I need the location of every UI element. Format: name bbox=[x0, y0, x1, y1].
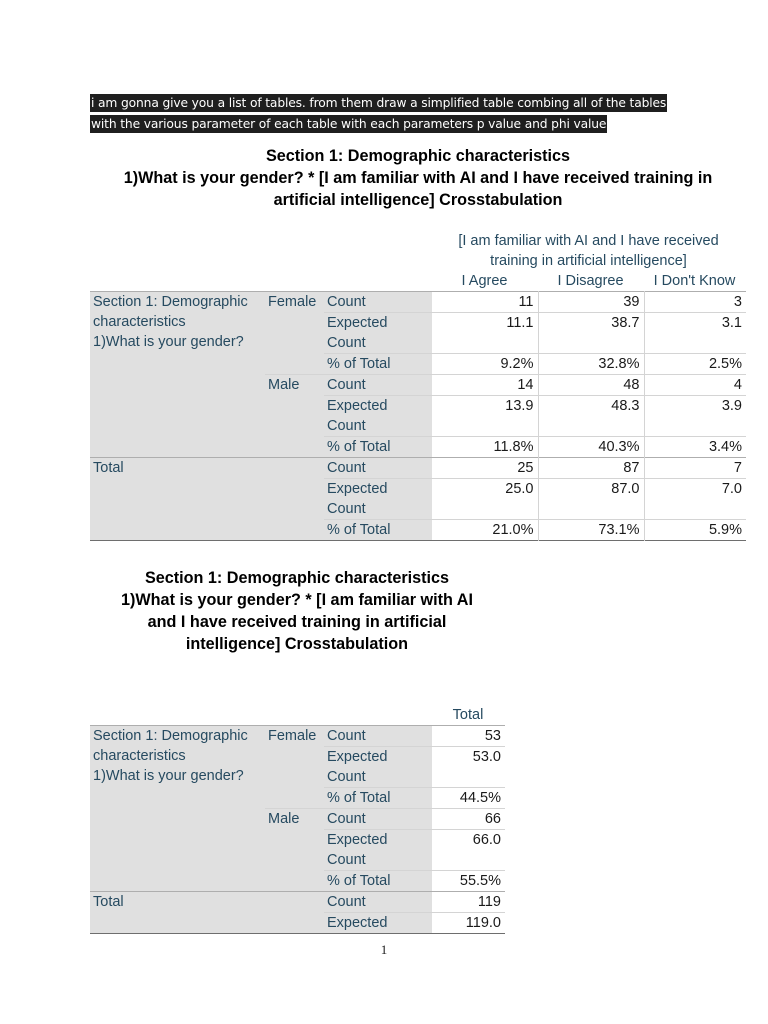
table-cell: 66 bbox=[432, 809, 505, 830]
table-cell: 32.8% bbox=[538, 354, 644, 375]
table-cell: 11 bbox=[432, 292, 538, 313]
table-cell: 39 bbox=[538, 292, 644, 313]
row-group-label bbox=[90, 292, 265, 458]
row-group-label-line2: characteristics bbox=[93, 748, 186, 764]
table-cell: 3 bbox=[644, 292, 746, 313]
crosstab-table-1 bbox=[90, 231, 746, 541]
total-label: Total bbox=[90, 458, 324, 541]
row-group-label-line2: characteristics bbox=[93, 314, 186, 330]
table-cell: 21.0% bbox=[432, 520, 538, 541]
table-cell: 11.1 bbox=[432, 313, 538, 354]
table-cell: 48 bbox=[538, 375, 644, 396]
col-header-total: Total bbox=[452, 707, 484, 723]
table-cell: 44.5% bbox=[432, 788, 505, 809]
table-cell: 53 bbox=[432, 726, 505, 747]
table2-title-line3: and I have received training in artificial bbox=[147, 613, 447, 631]
stat-label-expected: Expected Count bbox=[324, 396, 432, 437]
row-group-label-line3: 1)What is your gender? bbox=[93, 768, 244, 784]
stat-label-count: Count bbox=[324, 892, 432, 913]
prompt-text bbox=[90, 93, 690, 135]
male-label: Male bbox=[265, 375, 324, 458]
table-cell: 5.9% bbox=[644, 520, 746, 541]
table-cell: 25.0 bbox=[432, 479, 538, 520]
table-cell: 9.2% bbox=[432, 354, 538, 375]
table-cell: 87.0 bbox=[538, 479, 644, 520]
table2-title bbox=[92, 567, 502, 655]
stat-label-count: Count bbox=[324, 809, 432, 830]
table-cell: 55.5% bbox=[432, 871, 505, 892]
stat-label-count: Count bbox=[324, 292, 432, 313]
stat-label-expected: Expected Count bbox=[324, 313, 432, 354]
table1-title bbox=[80, 145, 756, 211]
table-cell: 7 bbox=[644, 458, 746, 479]
row-group-label-line3: 1)What is your gender? bbox=[93, 334, 244, 350]
col-header-disagree: I Disagree bbox=[557, 273, 624, 289]
table2-title-line1: Section 1: Demographic characteristics bbox=[144, 569, 450, 587]
crosstab-table-2 bbox=[90, 705, 505, 934]
table-cell: 119 bbox=[432, 892, 505, 913]
row-group-label-line1: Section 1: Demographic bbox=[93, 728, 248, 744]
table-cell: 25 bbox=[432, 458, 538, 479]
stat-label-expected: Expected Count bbox=[324, 747, 432, 788]
stat-label-count: Count bbox=[324, 458, 432, 479]
table-cell: 7.0 bbox=[644, 479, 746, 520]
stat-label-count: Count bbox=[324, 726, 432, 747]
page-number: 1 bbox=[380, 942, 388, 957]
table-cell: 73.1% bbox=[538, 520, 644, 541]
group-header bbox=[432, 231, 746, 271]
table-cell: 3.1 bbox=[644, 313, 746, 354]
table1-title-line2: 1)What is your gender? * [I am familiar with AI and I have received training in bbox=[123, 169, 713, 187]
table-cell: 3.9 bbox=[644, 396, 746, 437]
group-header-line1: [I am familiar with AI and I have received bbox=[458, 233, 719, 249]
table-cell: 13.9 bbox=[432, 396, 538, 437]
group-header-line2: training in artificial intelligence] bbox=[490, 253, 687, 269]
table-cell: 48.3 bbox=[538, 396, 644, 437]
stat-label-pct: % of Total bbox=[324, 788, 432, 809]
table-cell: 40.3% bbox=[538, 437, 644, 458]
table-cell: 87 bbox=[538, 458, 644, 479]
table2-title-line2: 1)What is your gender? * [I am familiar with AI bbox=[121, 591, 473, 609]
stat-label-count: Count bbox=[324, 375, 432, 396]
table-cell: 2.5% bbox=[644, 354, 746, 375]
row-group-label bbox=[90, 726, 265, 892]
stat-label-expected: Expected Count bbox=[324, 830, 432, 871]
male-label: Male bbox=[265, 809, 324, 892]
stat-label-pct: % of Total bbox=[324, 354, 432, 375]
stat-label-pct: % of Total bbox=[324, 871, 432, 892]
prompt-line-1: i am gonna give you a list of tables. from them draw a simplified table combing all of the tables bbox=[91, 96, 667, 110]
stat-label-expected: Expected Count bbox=[324, 479, 432, 520]
table2-title-line4: intelligence] Crosstabulation bbox=[185, 635, 409, 653]
col-header-dont-know: I Don't Know bbox=[653, 273, 736, 289]
col-header-agree: I Agree bbox=[461, 273, 508, 289]
stat-label-expected: Expected bbox=[324, 913, 432, 934]
stat-label-pct: % of Total bbox=[324, 437, 432, 458]
female-label: Female bbox=[265, 292, 324, 375]
table-cell: 38.7 bbox=[538, 313, 644, 354]
prompt-line-2: with the various parameter of each table with each parameters p value and phi value bbox=[91, 117, 607, 131]
female-label: Female bbox=[265, 726, 324, 809]
stat-label-pct: % of Total bbox=[324, 520, 432, 541]
table-cell: 119.0 bbox=[432, 913, 505, 934]
table-cell: 3.4% bbox=[644, 437, 746, 458]
table-cell: 66.0 bbox=[432, 830, 505, 871]
row-group-label-line1: Section 1: Demographic bbox=[93, 294, 248, 310]
table-cell: 11.8% bbox=[432, 437, 538, 458]
table1-title-line3: artificial intelligence] Crosstabulation bbox=[273, 191, 563, 209]
table1-title-line1: Section 1: Demographic characteristics bbox=[265, 147, 571, 165]
total-label: Total bbox=[90, 892, 324, 934]
table-cell: 4 bbox=[644, 375, 746, 396]
table-cell: 14 bbox=[432, 375, 538, 396]
table-cell: 53.0 bbox=[432, 747, 505, 788]
